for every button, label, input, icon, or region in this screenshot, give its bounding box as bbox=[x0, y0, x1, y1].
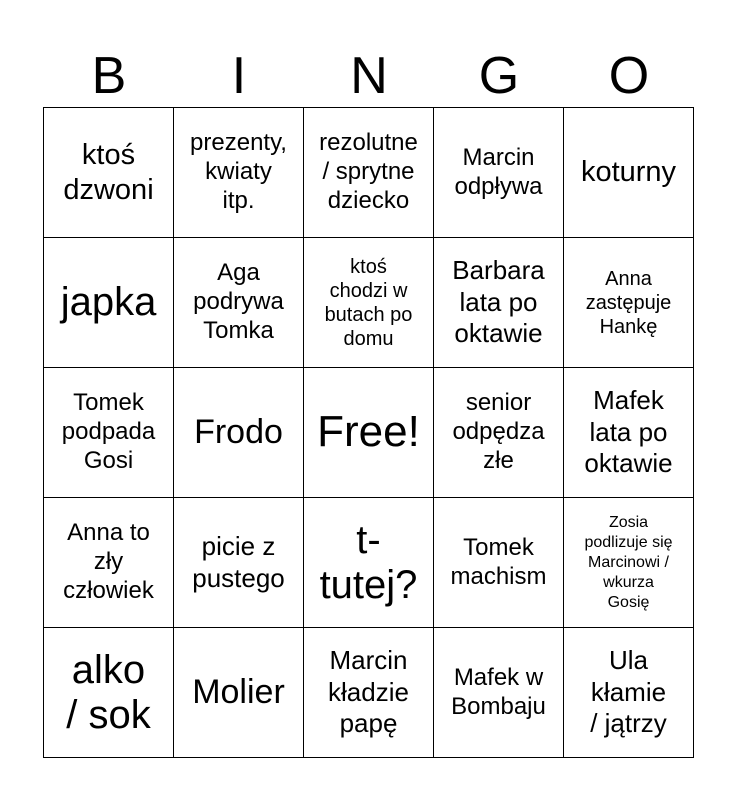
bingo-cell-r1-c3[interactable] bbox=[304, 108, 434, 238]
header-letter-b: B bbox=[91, 47, 127, 105]
bingo-cell-r4-c2[interactable] bbox=[174, 498, 304, 628]
cell-label: Molier bbox=[192, 673, 285, 712]
bingo-cell-r5-c3[interactable] bbox=[304, 628, 434, 758]
bingo-cell-r4-c3[interactable] bbox=[304, 498, 434, 628]
cell-label: Tomek machism bbox=[450, 533, 547, 590]
cell-label: Mafek w Bombaju bbox=[451, 663, 546, 720]
bingo-cell-r3-c5[interactable] bbox=[564, 368, 694, 498]
cell-label: Anna to zły człowiek bbox=[63, 519, 154, 604]
bingo-grid bbox=[43, 107, 694, 758]
bingo-cell-r3-c1[interactable] bbox=[44, 368, 174, 498]
bingo-cell-r2-c5[interactable] bbox=[564, 238, 694, 368]
bingo-cell-r1-c5[interactable] bbox=[564, 108, 694, 238]
header-letter-g: G bbox=[478, 47, 520, 105]
cell-label: picie z pustego bbox=[192, 530, 285, 593]
cell-label: japka bbox=[60, 280, 157, 325]
bingo-cell-r3-c2[interactable] bbox=[174, 368, 304, 498]
cell-label: senior odpędza złe bbox=[452, 389, 545, 474]
cell-label: Marcin odpływa bbox=[454, 143, 543, 200]
bingo-cell-r1-c4[interactable] bbox=[434, 108, 564, 238]
bingo-cell-r3-c4[interactable] bbox=[434, 368, 564, 498]
free-space-label: Free! bbox=[317, 407, 420, 457]
cell-label: Barbara lata po oktawie bbox=[452, 254, 545, 349]
bingo-cell-r2-c4[interactable] bbox=[434, 238, 564, 368]
bingo-cell-r4-c5[interactable] bbox=[564, 498, 694, 628]
bingo-cell-r2-c1[interactable] bbox=[44, 238, 174, 368]
bingo-cell-r1-c1[interactable] bbox=[44, 108, 174, 238]
bingo-header bbox=[44, 44, 694, 108]
bingo-cell-r2-c2[interactable] bbox=[174, 238, 304, 368]
cell-label: prezenty, kwiaty itp. bbox=[190, 129, 287, 214]
bingo-cell-r5-c1[interactable] bbox=[44, 628, 174, 758]
cell-label: ktoś dzwoni bbox=[63, 138, 154, 206]
cell-label: koturny bbox=[580, 156, 677, 189]
cell-label: ktoś chodzi w butach po domu bbox=[324, 255, 413, 350]
bingo-cell-r5-c2[interactable] bbox=[174, 628, 304, 758]
cell-label: rezolutne / sprytne dziecko bbox=[319, 129, 418, 214]
cell-label: alko / sok bbox=[66, 647, 151, 737]
cell-label: Aga podrywa Tomka bbox=[193, 259, 284, 344]
cell-label: Marcin kładzie papę bbox=[328, 644, 409, 739]
cell-label: Zosia podlizuje się Marcinowi / wkurza Gosię bbox=[584, 513, 673, 611]
cell-label: Mafek lata po oktawie bbox=[584, 384, 673, 479]
cell-label: Ula kłamie / jątrzy bbox=[590, 644, 667, 739]
header-letter-o: O bbox=[608, 47, 650, 105]
bingo-cell-r1-c2[interactable] bbox=[174, 108, 304, 238]
bingo-cell-r4-c4[interactable] bbox=[434, 498, 564, 628]
bingo-cell-r4-c1[interactable] bbox=[44, 498, 174, 628]
cell-label: t- tutej? bbox=[319, 517, 418, 607]
bingo-cell-r5-c4[interactable] bbox=[434, 628, 564, 758]
bingo-cell-r3-c3[interactable] bbox=[304, 368, 434, 498]
cell-label: Tomek podpada Gosi bbox=[61, 389, 156, 474]
bingo-cell-r5-c5[interactable] bbox=[564, 628, 694, 758]
bingo-cell-r2-c3[interactable] bbox=[304, 238, 434, 368]
cell-label: Anna zastępuje Hankę bbox=[585, 267, 672, 338]
header-letter-n: N bbox=[350, 47, 388, 105]
header-letter-i: I bbox=[231, 47, 247, 105]
cell-label: Frodo bbox=[194, 413, 283, 452]
